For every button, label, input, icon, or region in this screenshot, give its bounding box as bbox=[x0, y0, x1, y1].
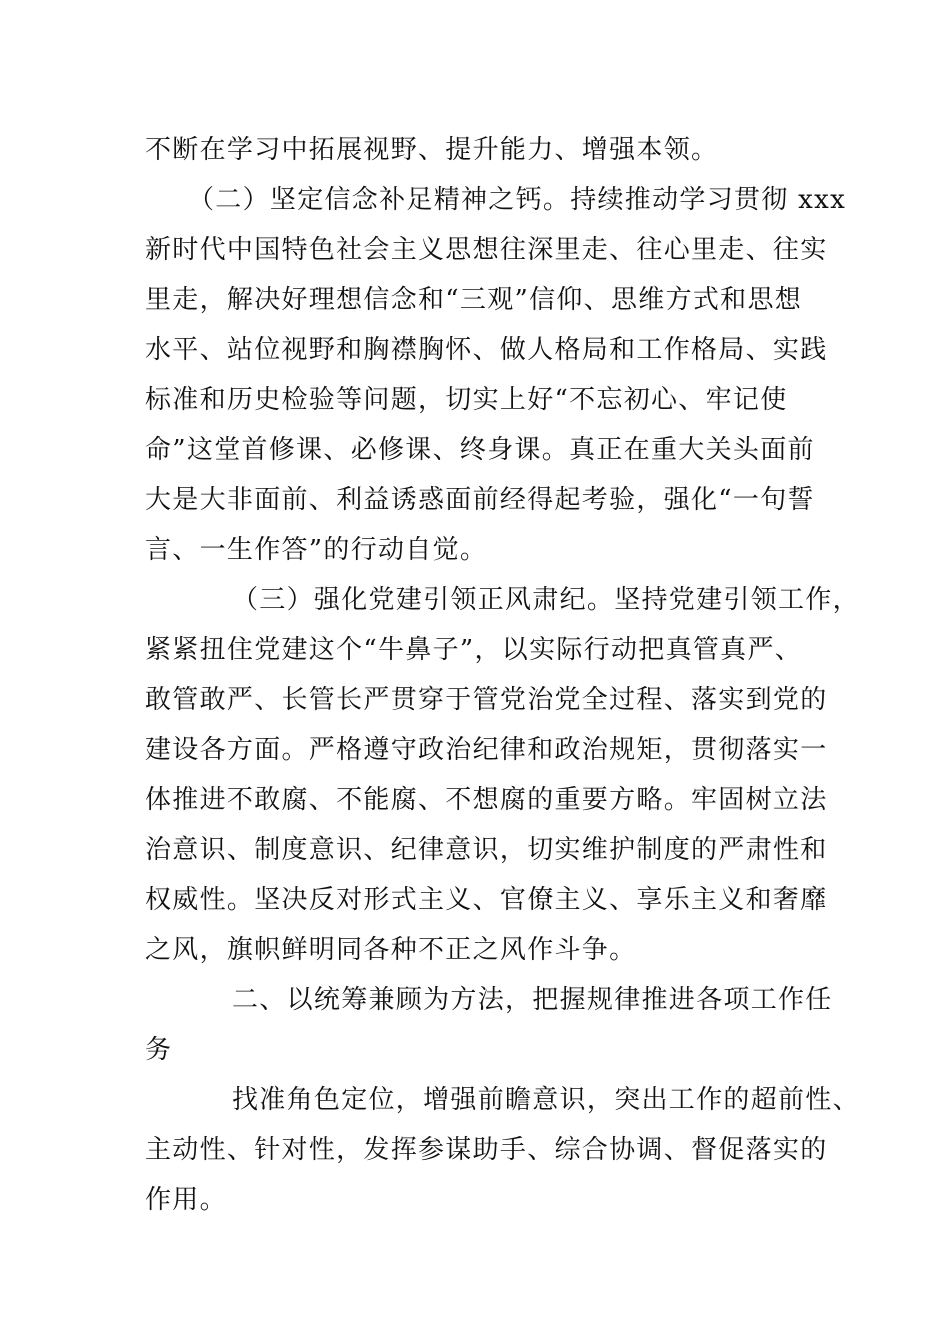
section-heading: 二、以统筹兼顾为方法，把握规律推进各项工作任 bbox=[232, 985, 833, 1015]
text-line: 体推进不敢腐、不能腐、不想腐的重要方略。牢固树立法 bbox=[145, 785, 828, 815]
text-line: 命”这堂首修课、必修课、终身课。真正在重大关头面前 bbox=[145, 435, 815, 465]
text-line: （三）强化党建引领正风肃纪。坚持党建引领工作， bbox=[232, 585, 860, 615]
text-line: 紧紧扭住党建这个“牛鼻子”，以实际行动把真管真严、 bbox=[145, 635, 803, 665]
text-line: 权威性。坚决反对形式主义、官僚主义、享乐主义和奢靡 bbox=[145, 885, 828, 915]
text-line: 敢管敢严、长管长严贯穿于管党治党全过程、落实到党的 bbox=[145, 685, 828, 715]
text-line: 标准和历史检验等问题，切实上好“不忘初心、牢记使 bbox=[145, 385, 788, 415]
text-line: （二）坚定信念补足精神之钙。持续推动学习贯彻 xxx bbox=[188, 185, 847, 215]
text-line: 治意识、制度意识、纪律意识，切实维护制度的严肃性和 bbox=[145, 835, 828, 865]
text-line: 里走，解决好理想信念和“三观”信仰、思维方式和思想 bbox=[145, 285, 803, 315]
text-line: 主动性、针对性，发挥参谋助手、综合协调、督促落实的 bbox=[145, 1135, 828, 1165]
text-line: 不断在学习中拓展视野、提升能力、增强本领。 bbox=[145, 135, 719, 165]
section-heading: 务 bbox=[145, 1035, 173, 1065]
text-line: 之风，旗帜鲜明同各种不正之风作斗争。 bbox=[145, 935, 637, 965]
text-line: 作用。 bbox=[145, 1185, 227, 1215]
text-line: 大是大非面前、利益诱惑面前经得起考验，强化“一句誓 bbox=[145, 485, 815, 515]
text-line: 言、一生作答”的行动自觉。 bbox=[145, 535, 488, 565]
text-line: 水平、站位视野和胸襟胸怀、做人格局和工作格局、实践 bbox=[145, 335, 828, 365]
text-line: 找准角色定位，增强前瞻意识，突出工作的超前性、 bbox=[232, 1085, 860, 1115]
text-line: 新时代中国特色社会主义思想往深里走、往心里走、往实 bbox=[145, 235, 828, 265]
text-line: 建设各方面。严格遵守政治纪律和政治规矩，贯彻落实一 bbox=[145, 735, 828, 765]
